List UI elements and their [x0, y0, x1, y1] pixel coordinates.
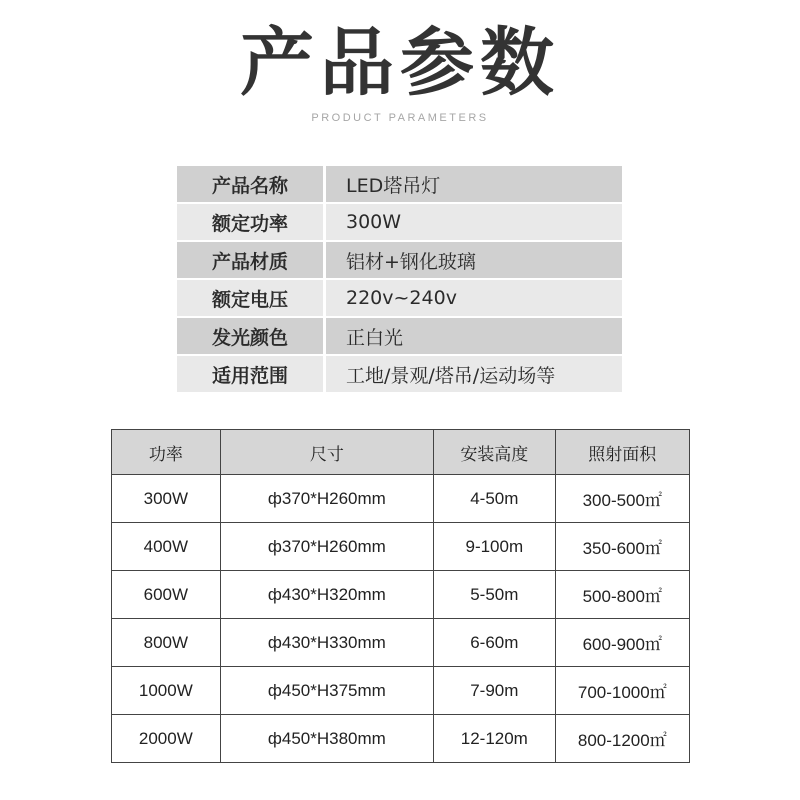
- cell-area: 800-1200㎡: [555, 715, 689, 763]
- cell-size: ф370*H260mm: [220, 523, 433, 571]
- spec-label: 发光颜色: [177, 318, 323, 354]
- table-row: [112, 571, 690, 619]
- cell-power: 800W: [112, 619, 221, 667]
- column-header-height: 安装高度: [434, 430, 556, 475]
- column-header-size: 尺寸: [220, 430, 433, 475]
- spec-table: [177, 166, 622, 394]
- cell-size: ф430*H320mm: [220, 571, 433, 619]
- cell-height: 7-90m: [434, 667, 556, 715]
- spec-value: 300W: [326, 204, 622, 240]
- cell-power: 2000W: [112, 715, 221, 763]
- cell-size: ф370*H260mm: [220, 475, 433, 523]
- spec-value: LED塔吊灯: [326, 166, 622, 202]
- table-header-row: [112, 430, 690, 475]
- cell-power: 400W: [112, 523, 221, 571]
- page-title: 产品参数: [240, 20, 560, 106]
- spec-value: 工地/景观/塔吊/运动场等: [326, 356, 622, 392]
- spec-value: 正白光: [326, 318, 622, 354]
- spec-row-material: [177, 242, 622, 278]
- spec-value: 铝材+钢化玻璃: [326, 242, 622, 278]
- spec-value: 220v~240v: [326, 280, 622, 316]
- cell-area: 600-900㎡: [555, 619, 689, 667]
- cell-size: ф430*H330mm: [220, 619, 433, 667]
- table-row: [112, 619, 690, 667]
- spec-label: 额定电压: [177, 280, 323, 316]
- column-header-area: 照射面积: [555, 430, 689, 475]
- column-header-power: 功率: [112, 430, 221, 475]
- cell-power: 600W: [112, 571, 221, 619]
- cell-power: 1000W: [112, 667, 221, 715]
- spec-label: 产品材质: [177, 242, 323, 278]
- cell-power: 300W: [112, 475, 221, 523]
- table-row: [112, 715, 690, 763]
- spec-row-power: [177, 204, 622, 240]
- spec-label: 产品名称: [177, 166, 323, 202]
- cell-height: 5-50m: [434, 571, 556, 619]
- cell-size: ф450*H375mm: [220, 667, 433, 715]
- page-subtitle: PRODUCT PARAMETERS: [311, 112, 489, 124]
- cell-height: 6-60m: [434, 619, 556, 667]
- table-row: [112, 475, 690, 523]
- cell-height: 9-100m: [434, 523, 556, 571]
- table-row: [112, 523, 690, 571]
- cell-height: 4-50m: [434, 475, 556, 523]
- cell-area: 300-500㎡: [555, 475, 689, 523]
- table-row: [112, 667, 690, 715]
- cell-area: 700-1000㎡: [555, 667, 689, 715]
- cell-size: ф450*H380mm: [220, 715, 433, 763]
- spec-row-color: [177, 318, 622, 354]
- spec-row-name: [177, 166, 622, 202]
- cell-area: 350-600㎡: [555, 523, 689, 571]
- model-table: [111, 429, 690, 763]
- spec-row-usage: [177, 356, 622, 392]
- cell-height: 12-120m: [434, 715, 556, 763]
- spec-row-voltage: [177, 280, 622, 316]
- cell-area: 500-800㎡: [555, 571, 689, 619]
- spec-label: 额定功率: [177, 204, 323, 240]
- spec-label: 适用范围: [177, 356, 323, 392]
